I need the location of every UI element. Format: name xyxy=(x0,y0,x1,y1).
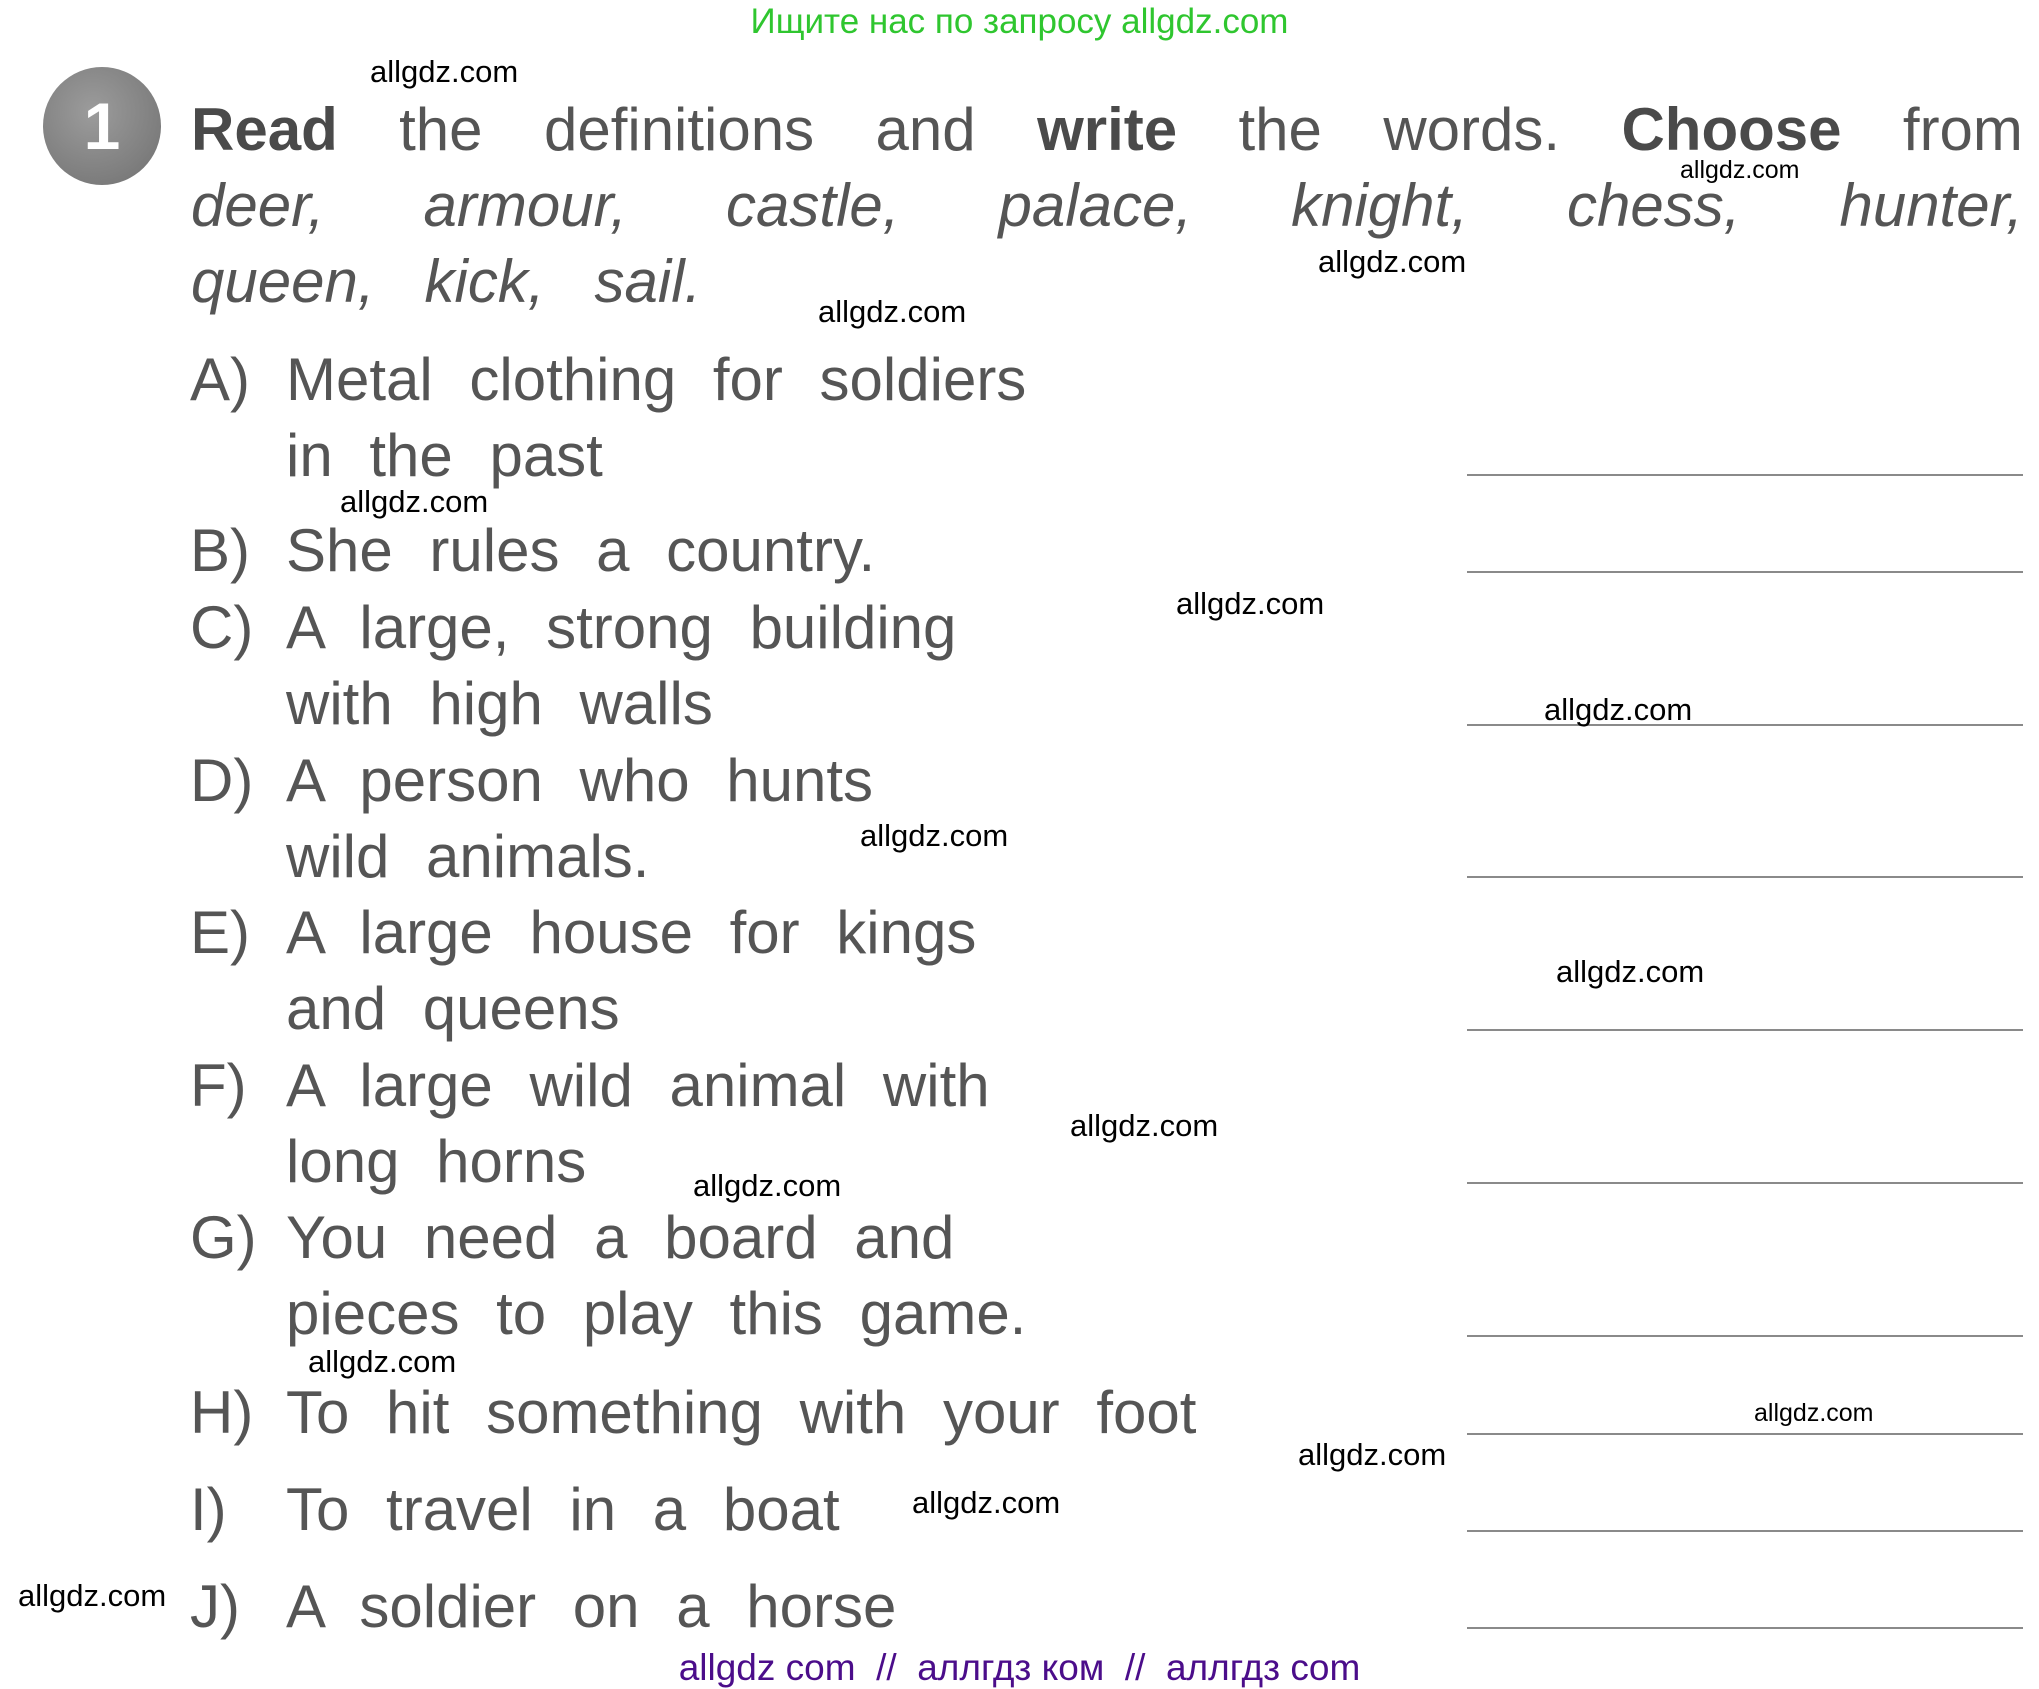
answer-line-b[interactable] xyxy=(1467,571,2023,573)
instruction-word-choose: Choose xyxy=(1621,96,1842,163)
item-text: A soldier on a horse xyxy=(286,1573,897,1640)
answer-line-d[interactable] xyxy=(1467,876,2023,878)
item-text-continued: in the past xyxy=(286,422,603,489)
instruction-word: definitions xyxy=(543,96,815,163)
watermark: allgdz.com xyxy=(18,1578,167,1613)
definition-item-d xyxy=(190,743,873,895)
item-letter: E) xyxy=(190,899,250,966)
item-letter: F) xyxy=(190,1052,247,1119)
watermark: allgdz.com xyxy=(340,484,489,519)
choice-word: kick, xyxy=(424,248,545,315)
item-text: A person who hunts xyxy=(286,747,874,814)
watermark: allgdz.com xyxy=(1318,244,1467,279)
watermark: allgdz.com xyxy=(912,1485,1061,1520)
instruction-word-write: write xyxy=(1037,96,1178,163)
watermark: allgdz.com xyxy=(308,1344,457,1379)
choice-word: castle, xyxy=(726,172,900,239)
definition-item-c xyxy=(190,590,956,742)
item-text-continued: pieces to play this game. xyxy=(286,1280,1027,1347)
choice-word: palace, xyxy=(998,172,1193,239)
watermark: allgdz.com xyxy=(1298,1437,1447,1472)
definition-item-g xyxy=(190,1200,1026,1352)
exercise-number-badge: 1 xyxy=(43,67,161,185)
answer-line-h[interactable] xyxy=(1467,1433,2023,1435)
item-text: A large house for kings xyxy=(286,899,977,966)
instruction-word-read: Read xyxy=(191,96,338,163)
item-letter: B) xyxy=(190,517,250,584)
instruction-word: the xyxy=(399,96,483,163)
choice-word: knight, xyxy=(1291,172,1468,239)
watermark: allgdz.com xyxy=(1176,586,1325,621)
item-letter: H) xyxy=(190,1379,254,1446)
item-text: To travel in a boat xyxy=(286,1476,840,1543)
definition-item-h xyxy=(190,1375,1196,1451)
choices-line-2 xyxy=(191,244,2023,320)
watermark: allgdz.com xyxy=(860,818,1009,853)
item-text-continued: wild animals. xyxy=(286,823,650,890)
instruction-word: and xyxy=(875,96,976,163)
watermark: allgdz.com xyxy=(370,54,519,89)
item-letter: D) xyxy=(190,747,254,814)
answer-line-e[interactable] xyxy=(1467,1029,2023,1031)
watermark: allgdz.com xyxy=(818,294,967,329)
item-text-continued: long horns xyxy=(286,1128,587,1195)
watermark: allgdz.com xyxy=(1680,156,1800,184)
instruction-word: from xyxy=(1902,96,2023,163)
bottom-banner: allgdz com // аллгдз ком // аллгдз com xyxy=(678,1647,1361,1688)
definition-item-a xyxy=(190,342,1026,494)
item-letter: C) xyxy=(190,594,254,661)
instruction-word: the xyxy=(1238,96,1322,163)
definition-item-e xyxy=(190,895,976,1047)
choice-word: sail. xyxy=(594,248,702,315)
definition-item-i xyxy=(190,1472,840,1548)
item-letter: I) xyxy=(190,1476,227,1543)
item-letter: G) xyxy=(190,1204,257,1271)
item-text: She rules a country. xyxy=(286,517,876,584)
watermark: allgdz.com xyxy=(1544,692,1693,727)
item-text: A large, strong building xyxy=(286,594,957,661)
item-letter: J) xyxy=(190,1573,240,1640)
answer-line-i[interactable] xyxy=(1467,1530,2023,1532)
watermark: allgdz.com xyxy=(693,1168,842,1203)
answer-line-f[interactable] xyxy=(1467,1182,2023,1184)
item-letter: A) xyxy=(190,346,250,413)
definition-item-b xyxy=(190,513,875,589)
item-text: To hit something with your foot xyxy=(286,1379,1197,1446)
item-text-continued: and queens xyxy=(286,975,620,1042)
choice-word: deer, xyxy=(191,172,325,239)
instruction-word: words. xyxy=(1383,96,1561,163)
choice-word: queen, xyxy=(191,248,375,315)
watermark: allgdz.com xyxy=(1754,1399,1874,1427)
answer-line-j[interactable] xyxy=(1467,1627,2023,1629)
definition-item-j xyxy=(190,1569,896,1645)
item-text: Metal clothing for soldiers xyxy=(286,346,1027,413)
choice-word: chess, xyxy=(1566,172,1741,239)
watermark: allgdz.com xyxy=(1556,954,1705,989)
exercise-instruction xyxy=(191,92,2023,320)
top-banner[interactable]: Ищите нас по запросу allgdz.com xyxy=(750,2,1289,41)
answer-line-g[interactable] xyxy=(1467,1335,2023,1337)
definition-item-f xyxy=(190,1048,990,1200)
answer-line-a[interactable] xyxy=(1467,474,2023,476)
choice-word: armour, xyxy=(423,172,627,239)
item-text: A large wild animal with xyxy=(286,1052,990,1119)
watermark: allgdz.com xyxy=(1070,1108,1219,1143)
choice-word: hunter, xyxy=(1839,172,2023,239)
item-text-continued: with high walls xyxy=(286,670,713,737)
item-text: You need a board and xyxy=(286,1204,955,1271)
